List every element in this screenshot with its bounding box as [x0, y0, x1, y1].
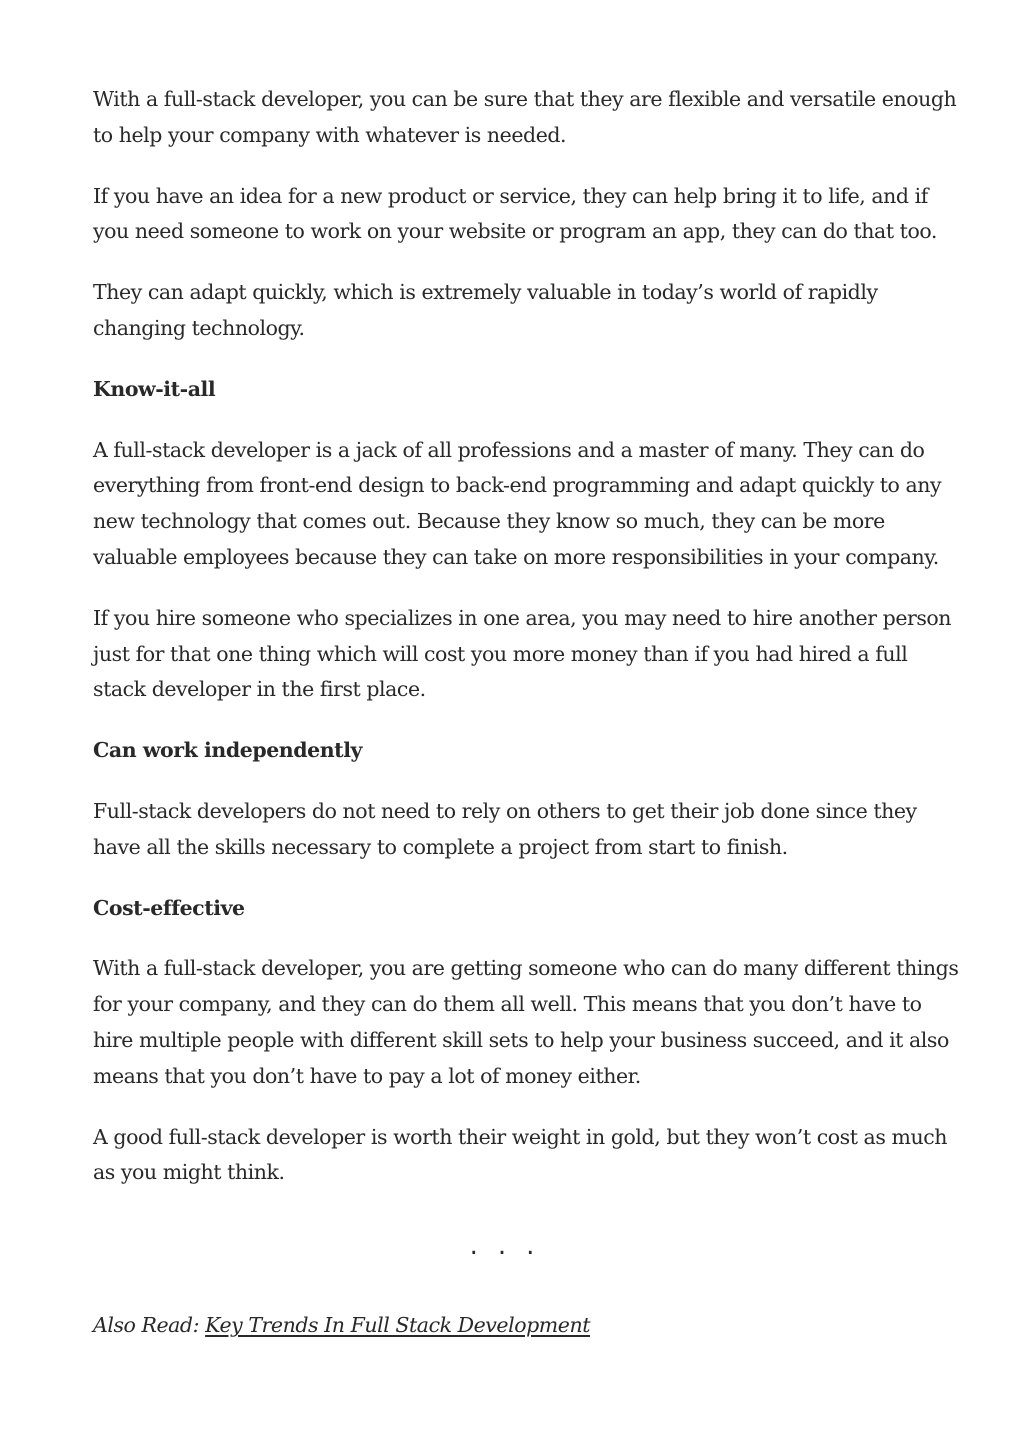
paragraph: Full-stack developers do not need to rely on others to get their job done since they have all the skills necessary to complete a project from start to finish. — [93, 798, 917, 859]
article-body — [93, 82, 963, 1216]
section-heading-know-it-all: Know-it-all — [93, 376, 216, 401]
paragraph: With a full-stack developer, you are getting someone who can do many different things for your company, and they can do them all well. This means that you don’t have to hire multiple people with different skill sets to help your business succeed, and it also means that you don’t have to pay a lot of money either. — [93, 956, 959, 1088]
also-read-line — [93, 1308, 590, 1344]
paragraph: If you hire someone who specializes in one area, you may need to hire another person just for that one thing which will cost you more money than if you had hired a full stack developer in the first place. — [93, 605, 952, 702]
paragraph: A good full-stack developer is worth their weight in gold, but they won’t cost as much as you might think. — [93, 1124, 947, 1185]
also-read-link[interactable]: Key Trends In Full Stack Development — [205, 1313, 590, 1337]
section-separator: ... — [469, 1231, 555, 1261]
section-heading-work-independently: Can work independently — [93, 738, 363, 763]
paragraph: They can adapt quickly, which is extremely valuable in today’s world of rapidly changing technology. — [93, 280, 878, 340]
paragraph: A full-stack developer is a jack of all professions and a master of many. They can do everything from front-end design to back-end programming and adapt quickly to any new technology that comes out. Because they know so much, they can be more valuable employees because they can take on more responsibilities in your company. — [93, 437, 942, 569]
paragraph: If you have an idea for a new product or service, they can help bring it to life, and if you need someone to work on your website or program an app, they can do that too. — [93, 183, 937, 244]
also-read-label: Also Read: — [93, 1313, 206, 1337]
section-heading-cost-effective: Cost-effective — [93, 895, 245, 920]
paragraph: With a full-stack developer, you can be sure that they are flexible and versatile enough to help your company with whatever is needed. — [93, 87, 957, 147]
